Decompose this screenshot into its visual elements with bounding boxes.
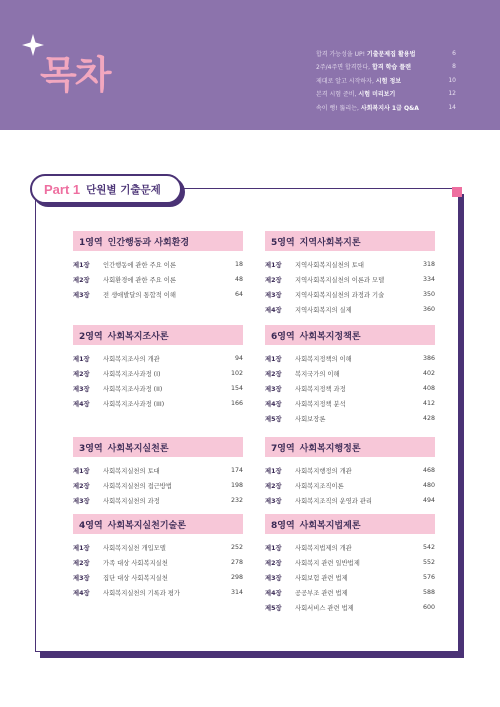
chapter-number: 제3장 (73, 575, 90, 582)
chapter-name: 인간행동에 관한 주요 이론 (103, 262, 176, 269)
section-area: 1영역 (79, 237, 103, 248)
chapter-name: 사회복지행정의 개관 (295, 468, 352, 475)
toc-section (73, 514, 243, 600)
chapter-number: 제3장 (265, 498, 282, 505)
section-title: 사회복지조사론 (107, 331, 169, 342)
section-area: 4영역 (79, 520, 103, 531)
chapter-row (265, 540, 435, 555)
chapter-name: 전 생애발달의 통합적 이해 (103, 292, 176, 299)
chapter-row (265, 302, 435, 317)
chapter-page: 428 (422, 415, 435, 422)
intro-list (316, 47, 456, 115)
chapter-name: 사회복지법제의 개관 (295, 545, 352, 552)
chapter-row (265, 570, 435, 585)
chapter-list (265, 351, 435, 426)
chapter-number: 제4장 (265, 401, 282, 408)
chapter-row (265, 272, 435, 287)
chapter-page: 334 (422, 276, 435, 283)
intro-item-text: 합격 가능성을 UP! 기출문제집 활용법 (316, 50, 416, 58)
chapter-name: 사회복지정책의 이해 (295, 356, 352, 363)
chapter-page: 386 (422, 355, 435, 362)
chapter-row (73, 570, 243, 585)
chapter-name: 사회복지조사의 개관 (103, 356, 160, 363)
chapter-row (73, 540, 243, 555)
intro-item (316, 88, 456, 100)
toc-section (265, 514, 435, 615)
section-heading (265, 231, 435, 251)
chapter-number: 제5장 (265, 416, 282, 423)
chapter-list (73, 540, 243, 600)
chapter-row (73, 585, 243, 600)
intro-item (316, 74, 456, 86)
chapter-page: 494 (422, 497, 435, 504)
intro-item-text: 본격 시험 준비, 시험 미리보기 (316, 91, 396, 98)
section-area: 8영역 (271, 520, 295, 531)
header-band (0, 0, 500, 130)
intro-item-page: 6 (452, 49, 456, 57)
chapter-page: 102 (230, 370, 243, 377)
section-heading (73, 231, 243, 251)
chapter-page: 360 (422, 306, 435, 313)
chapter-row (265, 257, 435, 272)
intro-item-highlight: 기출문제집 활용법 (366, 50, 416, 58)
chapter-number: 제2장 (73, 483, 90, 490)
chapter-number: 제1장 (265, 545, 282, 552)
chapter-name: 복지국가의 이해 (295, 371, 340, 378)
chapter-name: 지역사회복지실천의 토대 (295, 262, 364, 269)
chapter-number: 제2장 (73, 371, 90, 378)
chapter-page: 468 (422, 467, 435, 474)
toc-section (73, 325, 243, 411)
chapter-row (265, 411, 435, 426)
chapter-row (73, 366, 243, 381)
chapter-name: 사회복지실천의 기록과 평가 (103, 590, 180, 597)
chapter-row (73, 351, 243, 366)
chapter-number: 제2장 (265, 277, 282, 284)
chapter-number: 제3장 (265, 575, 282, 582)
chapter-list (265, 540, 435, 615)
chapter-number: 제5장 (265, 605, 282, 612)
chapter-number: 제3장 (265, 386, 282, 393)
toc-section (73, 231, 243, 302)
chapter-name: 사회복지실천의 과정 (103, 498, 160, 505)
section-heading (265, 325, 435, 345)
chapter-row (73, 257, 243, 272)
chapter-list (265, 257, 435, 317)
chapter-name: 사회서비스 관련 법제 (295, 605, 354, 612)
section-area: 2영역 (79, 331, 103, 342)
chapter-number: 제3장 (73, 292, 90, 299)
chapter-page: 408 (422, 385, 435, 392)
intro-item-page: 8 (452, 63, 456, 70)
chapter-name: 지역사회복지실천의 이론과 모델 (295, 277, 385, 284)
intro-item (316, 101, 456, 113)
chapter-number: 제2장 (265, 371, 282, 378)
part-title: 단원별 기출문제 (86, 183, 161, 196)
chapter-name: 사회복지조직의 운영과 관리 (295, 498, 372, 505)
chapter-page: 154 (230, 385, 243, 392)
chapter-name: 사회복지정책 과정 (295, 386, 346, 393)
chapter-name: 사회복지실천 개입모델 (103, 545, 166, 552)
section-heading (265, 437, 435, 457)
chapter-page: 412 (422, 400, 435, 407)
chapter-row (73, 396, 243, 411)
chapter-name: 사회복지정책 분석 (295, 401, 346, 408)
chapter-page: 252 (230, 544, 243, 551)
chapter-number: 제1장 (265, 356, 282, 363)
section-area: 7영역 (271, 443, 295, 454)
chapter-page: 314 (230, 589, 243, 596)
intro-item-page: 10 (448, 76, 456, 84)
intro-item-highlight: 시험 미리보기 (358, 91, 396, 98)
chapter-name: 사회복지조사과정 (I) (103, 371, 161, 378)
section-heading (73, 437, 243, 457)
chapter-number: 제2장 (265, 483, 282, 490)
chapter-number: 제2장 (265, 560, 282, 567)
intro-item-highlight: 사회복지사 1급 Q&A (360, 104, 419, 112)
chapter-row (265, 555, 435, 570)
section-title: 인간행동과 사회환경 (107, 237, 190, 248)
section-title: 지역사회복지론 (299, 237, 361, 248)
chapter-number: 제4장 (265, 307, 282, 314)
chapter-row (73, 287, 243, 302)
chapter-page: 552 (422, 559, 435, 566)
chapter-name: 사회복지조직이론 (295, 483, 344, 490)
chapter-number: 제1장 (73, 468, 90, 475)
toc-section (73, 437, 243, 508)
chapter-number: 제3장 (73, 498, 90, 505)
intro-item-highlight: 시험 정보 (375, 77, 402, 85)
chapter-list (73, 257, 243, 302)
toc-section (265, 231, 435, 317)
chapter-page: 542 (422, 544, 435, 551)
chapter-name: 사회복지 관련 일반법제 (295, 560, 360, 567)
page-title: 목차 (40, 53, 110, 97)
chapter-number: 제2장 (73, 560, 90, 567)
chapter-row (265, 351, 435, 366)
chapter-list (265, 463, 435, 508)
chapter-number: 제4장 (265, 590, 282, 597)
corner-accent (452, 187, 462, 197)
chapter-name: 사회복지실천의 토대 (103, 468, 160, 475)
chapter-number: 제1장 (73, 545, 90, 552)
chapter-page: 350 (422, 291, 435, 298)
chapter-row (265, 478, 435, 493)
chapter-row (73, 381, 243, 396)
section-title: 사회복지실천론 (107, 443, 169, 454)
section-title: 사회복지법제론 (299, 520, 361, 531)
chapter-page: 480 (422, 482, 435, 489)
chapter-page: 94 (234, 355, 243, 362)
intro-item-page: 14 (448, 103, 456, 111)
chapter-page: 576 (422, 574, 435, 581)
intro-item-highlight: 합격 학습 플랜 (371, 64, 411, 71)
intro-item-text: 2주/4주면 합격한다, 합격 학습 플랜 (316, 64, 411, 71)
chapter-page: 18 (234, 261, 243, 268)
chapter-number: 제3장 (265, 292, 282, 299)
chapter-page: 232 (230, 497, 243, 504)
chapter-list (73, 351, 243, 411)
chapter-number: 제4장 (73, 401, 90, 408)
chapter-name: 지역사회복지의 실제 (295, 307, 352, 314)
chapter-page: 318 (422, 261, 435, 268)
chapter-number: 제2장 (73, 277, 90, 284)
section-area: 6영역 (271, 331, 295, 342)
chapter-name: 공공부조 관련 법제 (295, 590, 348, 597)
intro-item-page: 12 (448, 90, 456, 97)
section-heading (73, 514, 243, 534)
section-title: 사회복지정책론 (299, 331, 361, 342)
chapter-row (265, 493, 435, 508)
chapter-name: 사회환경에 관한 주요 이론 (103, 277, 176, 284)
chapter-page: 588 (422, 589, 435, 596)
chapter-row (265, 463, 435, 478)
chapter-page: 174 (230, 467, 243, 474)
section-heading (265, 514, 435, 534)
intro-item-text: 속이 뻥! 뚫리는, 사회복지사 1급 Q&A (316, 104, 419, 112)
chapter-page: 48 (234, 276, 243, 283)
chapter-row (265, 396, 435, 411)
chapter-page: 64 (234, 291, 243, 298)
chapter-row (73, 555, 243, 570)
chapter-name: 사회보험 관련 법제 (295, 575, 348, 582)
chapter-row (73, 493, 243, 508)
part-tab (30, 174, 182, 204)
chapter-number: 제1장 (73, 356, 90, 363)
chapter-page: 278 (230, 559, 243, 566)
chapter-number: 제1장 (265, 468, 282, 475)
section-title: 사회복지행정론 (299, 443, 361, 454)
chapter-name: 가족 대상 사회복지실천 (103, 560, 168, 567)
chapter-page: 198 (230, 482, 243, 489)
chapter-number: 제1장 (265, 262, 282, 269)
chapter-row (73, 478, 243, 493)
chapter-row (73, 272, 243, 287)
chapter-name: 사회복지조사과정 (II) (103, 386, 163, 393)
chapter-row (265, 381, 435, 396)
chapter-page: 600 (422, 604, 435, 611)
intro-item (316, 61, 456, 73)
chapter-number: 제3장 (73, 386, 90, 393)
section-heading (73, 325, 243, 345)
chapter-name: 사회복지조사과정 (III) (103, 401, 165, 408)
chapter-name: 사회보장론 (295, 416, 326, 423)
part-label: Part 1 (44, 181, 81, 197)
chapter-name: 집단 대상 사회복지실천 (103, 575, 168, 582)
chapter-page: 166 (230, 400, 243, 407)
chapter-number: 제4장 (73, 590, 90, 597)
chapter-name: 사회복지실천의 접근방법 (103, 483, 172, 490)
toc-section (265, 325, 435, 426)
chapter-number: 제1장 (73, 262, 90, 269)
chapter-row (265, 366, 435, 381)
section-title: 사회복지실천기술론 (107, 520, 186, 531)
chapter-row (265, 585, 435, 600)
section-area: 5영역 (271, 237, 295, 248)
intro-item-text: 제대로 알고 시작하자, 시험 정보 (316, 77, 402, 85)
section-area: 3영역 (79, 443, 103, 454)
chapter-row (73, 463, 243, 478)
chapter-list (73, 463, 243, 508)
chapter-page: 402 (422, 370, 435, 377)
chapter-row (265, 600, 435, 615)
chapter-name: 지역사회복지실천의 과정과 기술 (295, 292, 385, 299)
toc-section (265, 437, 435, 508)
intro-item (316, 47, 456, 59)
chapter-page: 298 (230, 574, 243, 581)
chapter-row (265, 287, 435, 302)
